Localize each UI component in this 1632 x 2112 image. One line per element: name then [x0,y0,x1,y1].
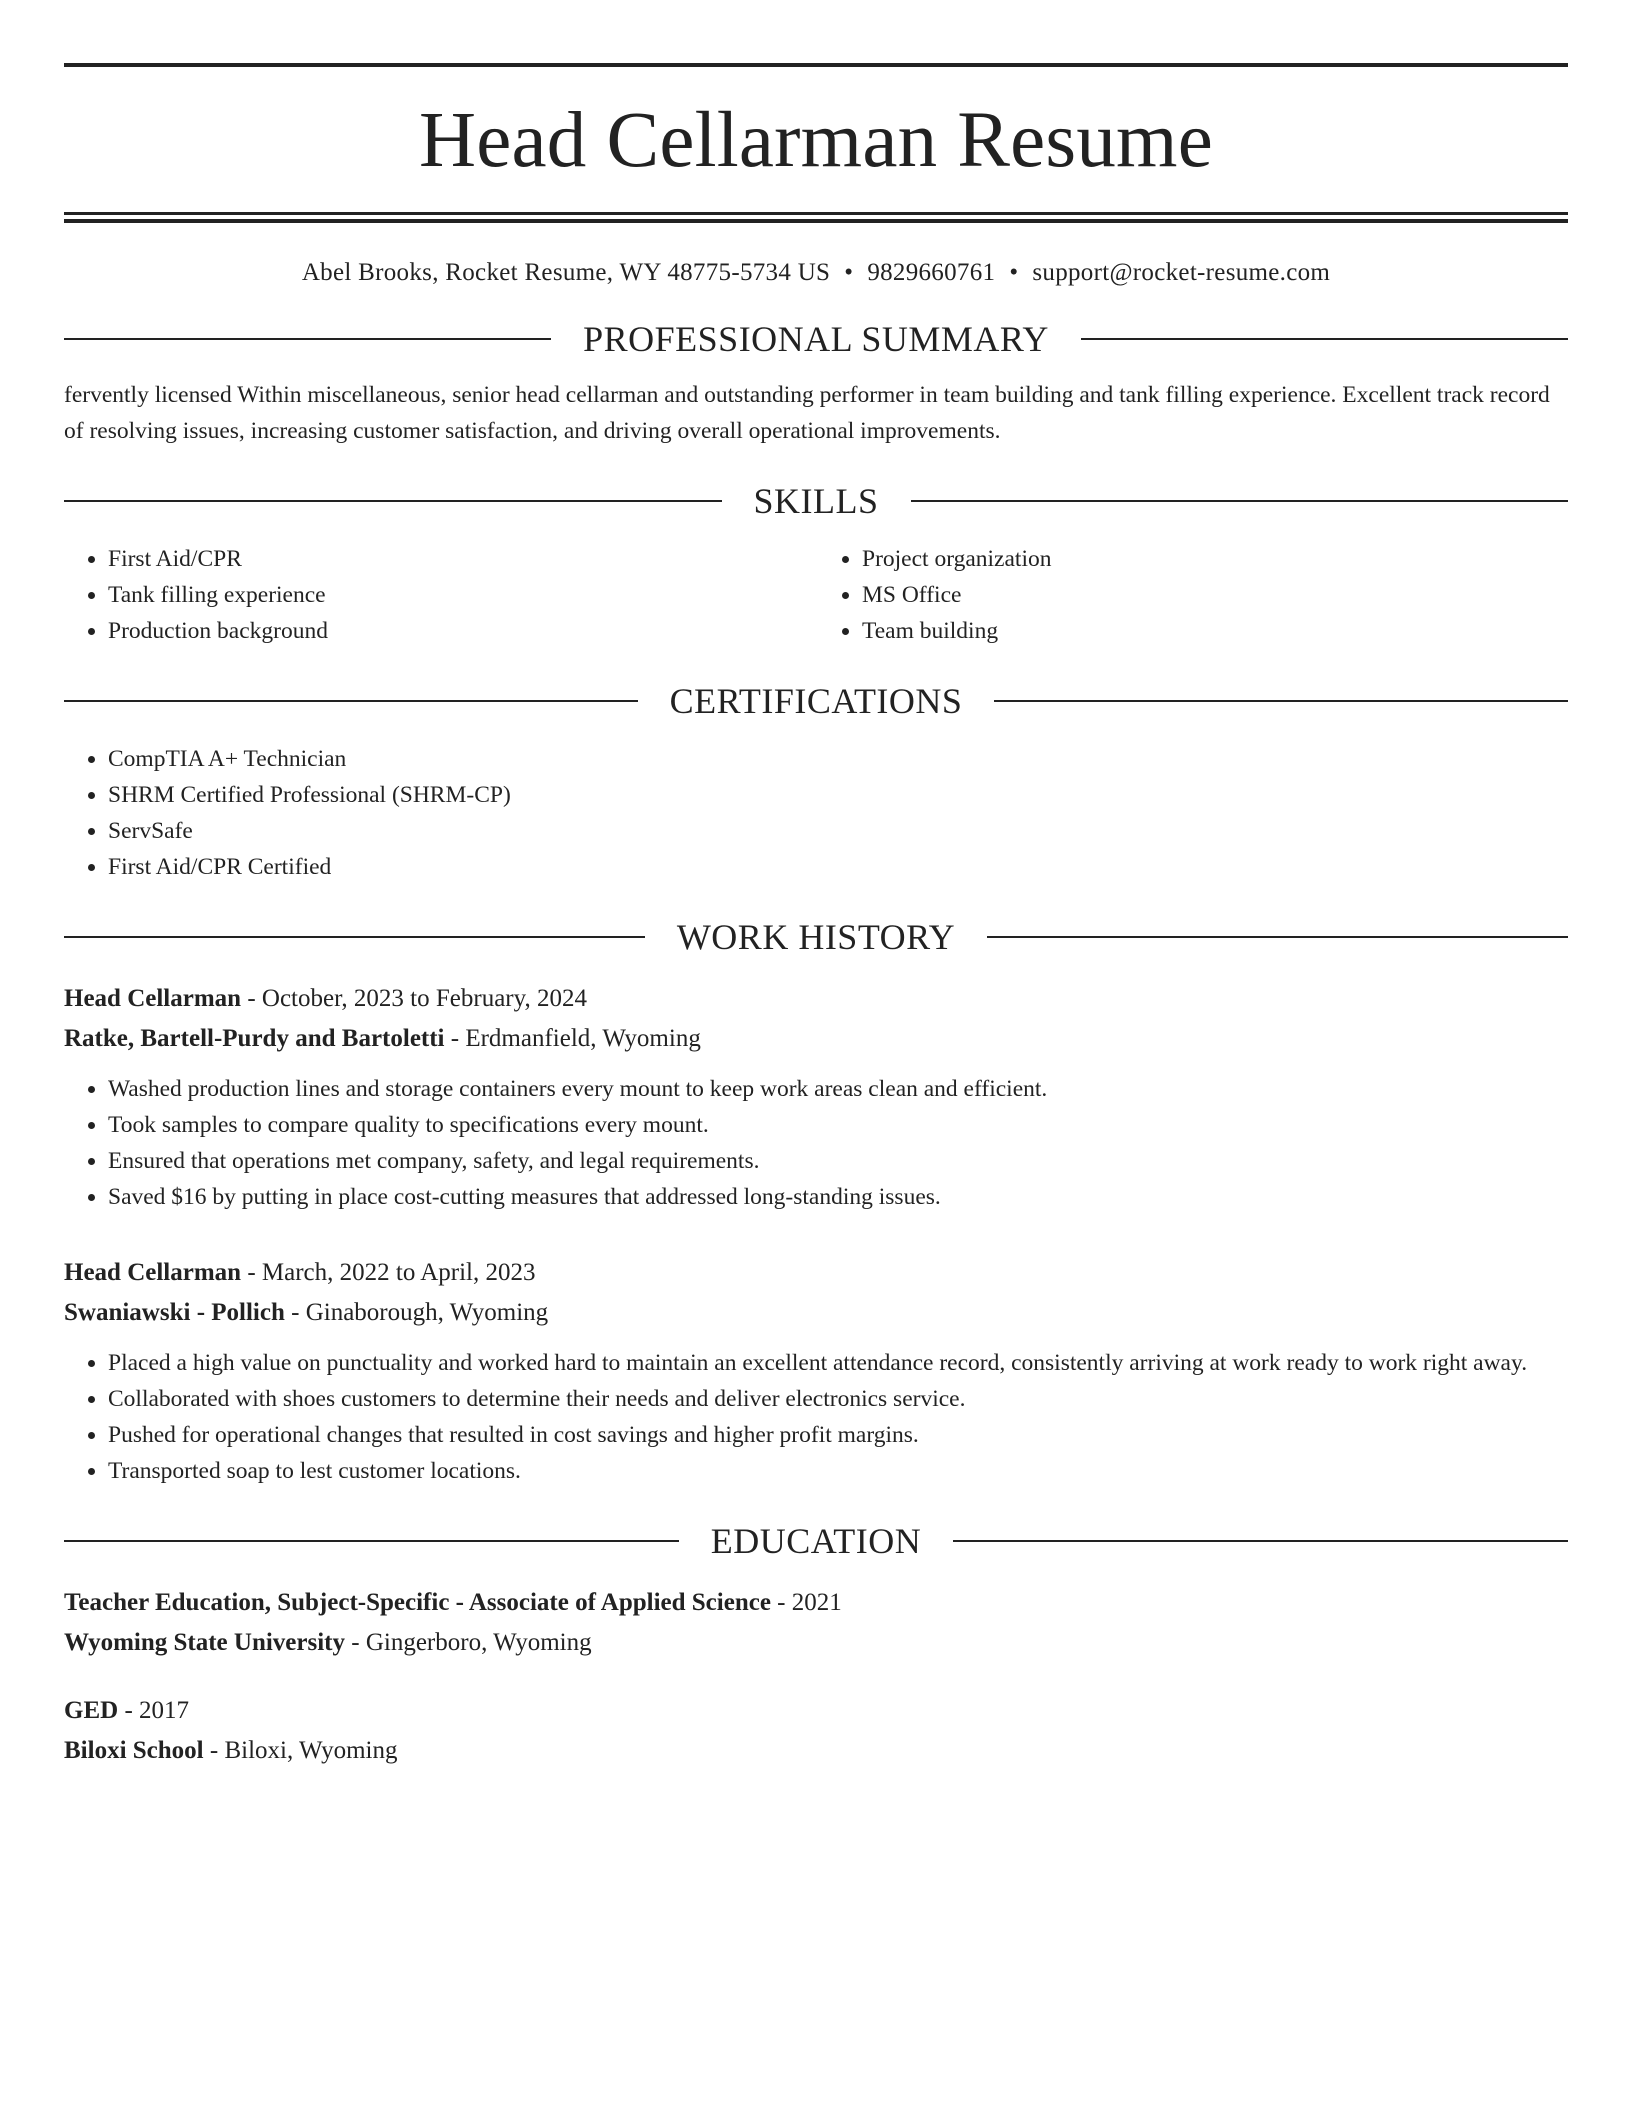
job-location: - Ginaborough, Wyoming [284,1299,549,1326]
education-degree: Teacher Education, Subject-Specific - Associate of Applied Science [64,1589,771,1616]
contact-phone: 9829660761 [867,259,996,286]
job-entry [64,1253,1568,1489]
skill-item: • Project organization [862,541,1568,577]
contact-separator: • [844,259,854,286]
contact-address: Abel Brooks, Rocket Resume, WY 48775-5734 US [301,259,831,286]
summary-heading [64,321,1568,357]
work-title: WORK HISTORY [676,917,956,957]
job-bullet: • Ensured that operations met company, safety, and legal requirements. [108,1143,1568,1179]
job-bullet: • Pushed for operational changes that resulted in cost savings and higher profit margins. [108,1417,1568,1453]
education-degree-line [64,1691,1568,1731]
certifications-title: CERTIFICATIONS [669,681,963,721]
education-school: Biloxi School [64,1737,204,1764]
job-bullet: • Took samples to compare quality to specifications every mount. [108,1107,1568,1143]
certification-item: • CompTIA A+ Technician [108,741,1568,777]
education-heading [64,1523,1568,1559]
education-location: - Gingerboro, Wyoming [345,1629,592,1656]
skill-item: • First Aid/CPR [108,541,814,577]
skills-heading [64,483,1568,519]
job-bullet: • Saved $16 by putting in place cost-cutting measures that addressed long-standing issues. [108,1179,1568,1215]
certification-item: • ServSafe [108,813,1568,849]
education-year: - 2021 [770,1589,842,1616]
heading-rule [1081,338,1568,340]
job-title: Head Cellarman [64,985,242,1012]
job-company: Ratke, Bartell-Purdy and Bartoletti [64,1025,445,1052]
job-title: Head Cellarman [64,1259,242,1286]
skill-item: • Tank filling experience [108,577,814,613]
skill-item: • Team building [862,613,1568,649]
skills-list [64,541,1568,649]
job-bullet: • Placed a high value on punctuality and worked hard to maintain an excellent attendance record, consistently arriving at work ready to work right away. [108,1345,1568,1381]
education-title: EDUCATION [710,1521,922,1561]
heading-rule [953,1540,1568,1542]
skill-item: • MS Office [862,577,1568,613]
education-school: Wyoming State University [64,1629,345,1656]
job-title-line [64,979,1568,1019]
education-entry [64,1691,1568,1771]
skills-column-left [64,541,814,649]
heading-rule [911,500,1569,502]
job-bullets [64,1071,1568,1215]
certifications-heading [64,683,1568,719]
education-degree: GED [64,1697,119,1724]
certification-item: • SHRM Certified Professional (SHRM-CP) [108,777,1568,813]
job-company: Swaniawski - Pollich [64,1299,285,1326]
resume-title: Head Cellarman Resume [419,97,1213,184]
certification-item: • First Aid/CPR Certified [108,849,1568,885]
contact-email: support@rocket-resume.com [1032,259,1331,286]
heading-rule [64,700,638,702]
job-entry [64,979,1568,1215]
top-rule [64,63,1568,67]
job-bullets [64,1345,1568,1489]
summary-text: fervently licensed Within miscellaneous, senior head cellarman and outstanding performer in team building and tank filling experience. Excellent track record of resolving issues, increasing customer satisfaction, and driving overall operational improvements. [64,382,1550,444]
certifications-list [64,741,1568,885]
job-company-line [64,1019,1568,1059]
heading-rule [987,936,1568,938]
skills-title: SKILLS [753,481,879,521]
education-year: - 2017 [118,1697,190,1724]
job-dates: - March, 2022 to April, 2023 [241,1259,536,1286]
education-school-line [64,1623,1568,1663]
heading-rule [64,500,722,502]
heading-rule [994,700,1568,702]
heading-rule [64,936,645,938]
job-title-line [64,1253,1568,1293]
title-double-rule [64,212,1568,223]
heading-rule [64,338,551,340]
education-school-line [64,1731,1568,1771]
skills-column-right [814,541,1568,649]
contact-line [64,259,1568,287]
job-location: - Erdmanfield, Wyoming [444,1025,701,1052]
contact-separator: • [1009,259,1019,286]
education-entry [64,1583,1568,1663]
job-bullet: • Collaborated with shoes customers to determine their needs and deliver electronics service. [108,1381,1568,1417]
job-bullet: • Transported soap to lest customer locations. [108,1453,1568,1489]
skill-item: • Production background [108,613,814,649]
education-location: - Biloxi, Wyoming [203,1737,398,1764]
job-dates: - October, 2023 to February, 2024 [241,985,587,1012]
job-bullet: • Washed production lines and storage containers every mount to keep work areas clean and efficient. [108,1071,1568,1107]
education-degree-line [64,1583,1568,1623]
heading-rule [64,1540,679,1542]
job-company-line [64,1293,1568,1333]
summary-title: PROFESSIONAL SUMMARY [583,319,1049,359]
work-heading [64,919,1568,955]
